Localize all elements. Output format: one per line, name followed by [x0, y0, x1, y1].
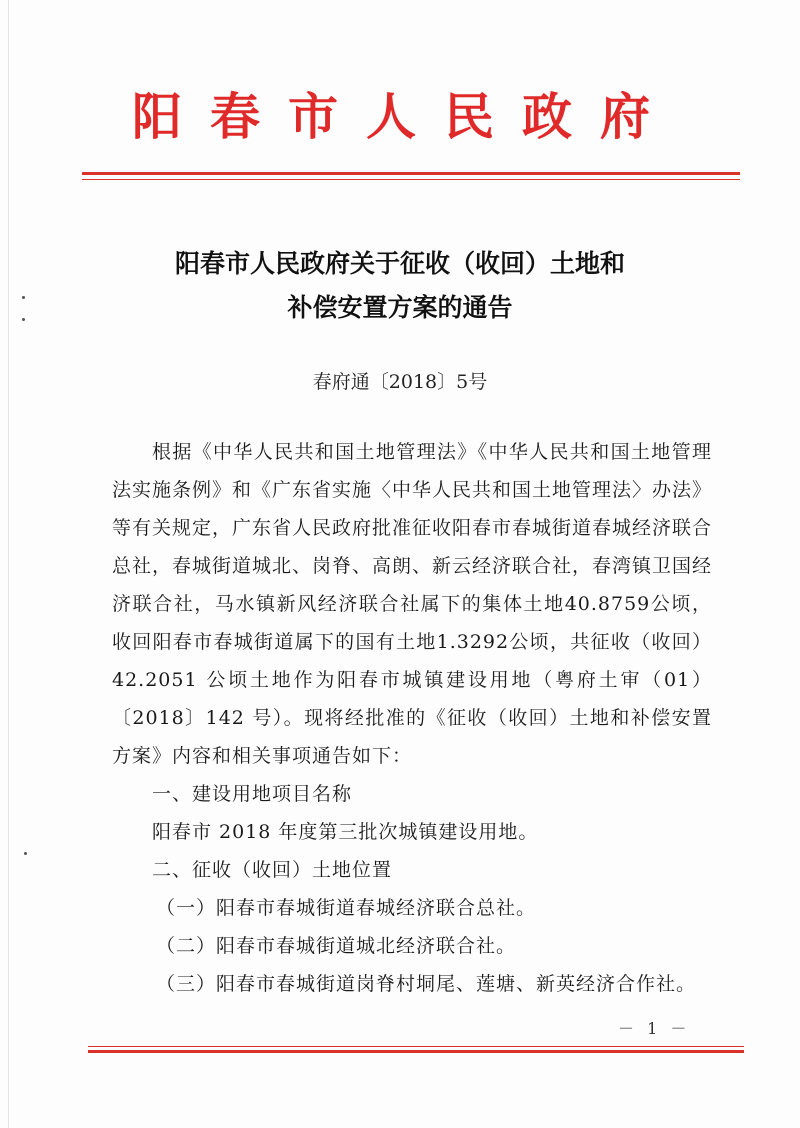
footer-red-rule-thick	[88, 1050, 744, 1053]
masthead-agency-name: 阳春市人民政府	[132, 87, 678, 146]
location-item-3: （三）阳春市春城街道岗脊村垌尾、莲塘、新英经济合作社。	[156, 973, 697, 995]
scan-speck	[24, 852, 27, 855]
location-item-1: （一）阳春市春城街道春城经济联合总社。	[156, 897, 537, 919]
title-line-2: 补偿安置方案的通告	[287, 293, 513, 322]
section-2-heading: 二、征收（收回）土地位置	[152, 859, 393, 881]
intro-paragraph: 根据《中华人民共和国土地管理法》《中华人民共和国土地管理法实施条例》和《广东省实施〈中华人民共和国土地管理法〉办法》等有关规定，广东省人民政府批准征收阳春市春城街道春城经济联合总社，春城街道城北、岗脊、高朗、新云经济联合社，春湾镇卫国经济联合社，马水镇新风经济联合社属下的集体土地40.8759公顷，收回阳春市春城街道属下的国有土地1.3292公顷，共征收（收回）42.2051 公顷土地作为阳春市城镇建设用地（粤府土审（01）〔2018〕142 号）。现将经批准的《征收（收回）土地和补偿安置方案》内容和相关事项通告如下：	[112, 441, 713, 767]
document-title	[0, 242, 800, 330]
section-1-heading: 一、建设用地项目名称	[152, 783, 353, 805]
title-line-1: 阳春市人民政府关于征收（收回）土地和	[174, 249, 625, 278]
page-number: － 1 －	[618, 1019, 691, 1038]
footer-red-rule-thin	[88, 1046, 744, 1047]
scan-edge-line	[8, 0, 9, 1128]
masthead-red-rule-thick	[82, 172, 740, 175]
document-body	[112, 433, 712, 1003]
location-item-2: （二）阳春市春城街道城北经济联合社。	[156, 935, 517, 957]
section-1-content: 阳春市 2018 年度第三批次城镇建设用地。	[152, 821, 539, 843]
document-number: 春府通〔2018〕5号	[312, 371, 488, 393]
masthead-red-rule-thin	[82, 179, 740, 180]
